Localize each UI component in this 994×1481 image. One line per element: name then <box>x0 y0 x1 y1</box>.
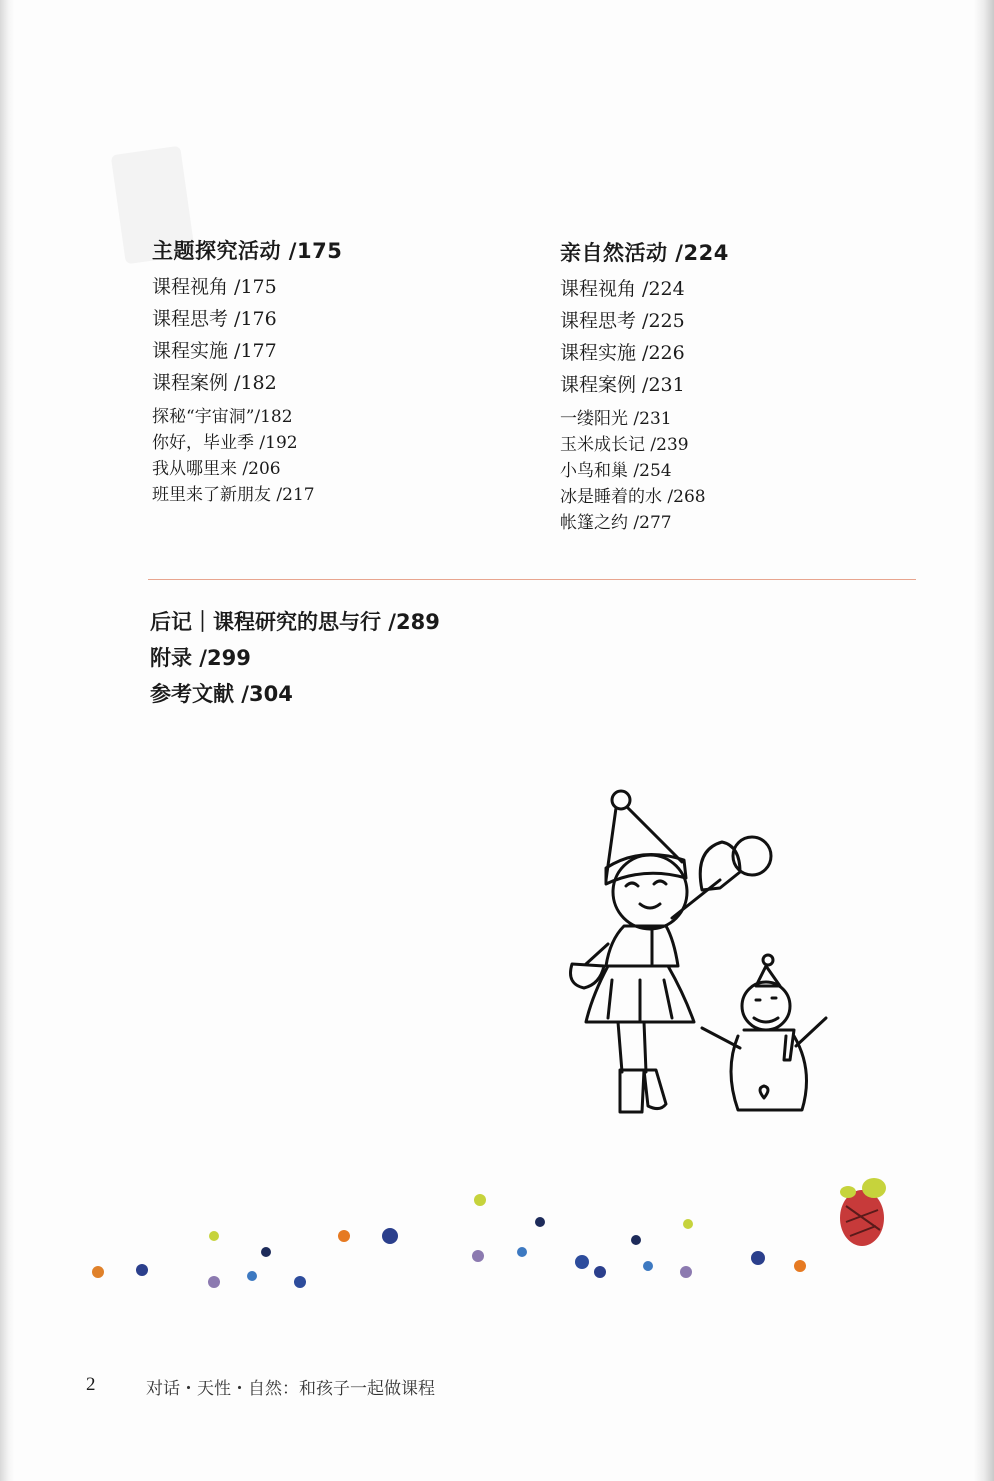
dot <box>594 1266 606 1278</box>
dot <box>575 1255 589 1269</box>
dot <box>338 1230 350 1242</box>
toc-case-entry: 探秘“宇宙洞”/182 <box>152 407 293 427</box>
toc-entry: 课程实施 /226 <box>560 342 685 364</box>
toc-references: 参考文献 /304 <box>150 682 293 706</box>
toc-section-title-inquiry: 主题探究活动 /175 <box>152 239 343 263</box>
toc-case-entry: 一缕阳光 /231 <box>560 409 672 429</box>
dot <box>631 1235 641 1245</box>
dot <box>680 1266 692 1278</box>
toc-entry: 课程实施 /177 <box>152 340 277 362</box>
dot <box>643 1261 653 1271</box>
dot <box>209 1231 219 1241</box>
toc-case-entry: 玉米成长记 /239 <box>560 435 689 455</box>
toc-section-title-nature: 亲自然活动 /224 <box>560 241 729 265</box>
dot <box>794 1260 806 1272</box>
toc-entry: 课程视角 /175 <box>152 276 277 298</box>
dot <box>683 1219 693 1229</box>
dot <box>92 1266 104 1278</box>
dot <box>474 1194 486 1206</box>
running-head: 对话・天性・自然：和孩子一起做课程 <box>146 1379 435 1399</box>
toc-entry: 课程思考 /176 <box>152 308 277 330</box>
toc-appendix: 附录 /299 <box>150 646 251 670</box>
dot <box>535 1217 545 1227</box>
strawberry-drawing <box>840 1178 886 1246</box>
page-number: 2 <box>86 1374 96 1395</box>
dot <box>136 1264 148 1276</box>
toc-case-entry: 我从哪里来 /206 <box>152 459 281 479</box>
dot <box>517 1247 527 1257</box>
dot <box>261 1247 271 1257</box>
toc-case-entry: 班里来了新朋友 /217 <box>152 485 315 505</box>
toc-entry: 课程视角 /224 <box>560 278 685 300</box>
toc-entry: 课程思考 /225 <box>560 310 685 332</box>
dot <box>294 1276 306 1288</box>
toc-case-entry: 帐篷之约 /277 <box>560 513 672 533</box>
toc-entry: 课程案例 /182 <box>152 372 277 394</box>
dot <box>751 1251 765 1265</box>
dot <box>208 1276 220 1288</box>
toc-case-entry: 冰是睡着的水 /268 <box>560 487 706 507</box>
toc-case-entry: 你好，毕业季 /192 <box>152 433 298 453</box>
toc-case-entry: 小鸟和巢 /254 <box>560 461 672 481</box>
dot <box>382 1228 398 1244</box>
dot <box>247 1271 257 1281</box>
toc-entry: 课程案例 /231 <box>560 374 685 396</box>
dot <box>472 1250 484 1262</box>
toc-afterword: 后记｜课程研究的思与行 /289 <box>150 610 440 634</box>
